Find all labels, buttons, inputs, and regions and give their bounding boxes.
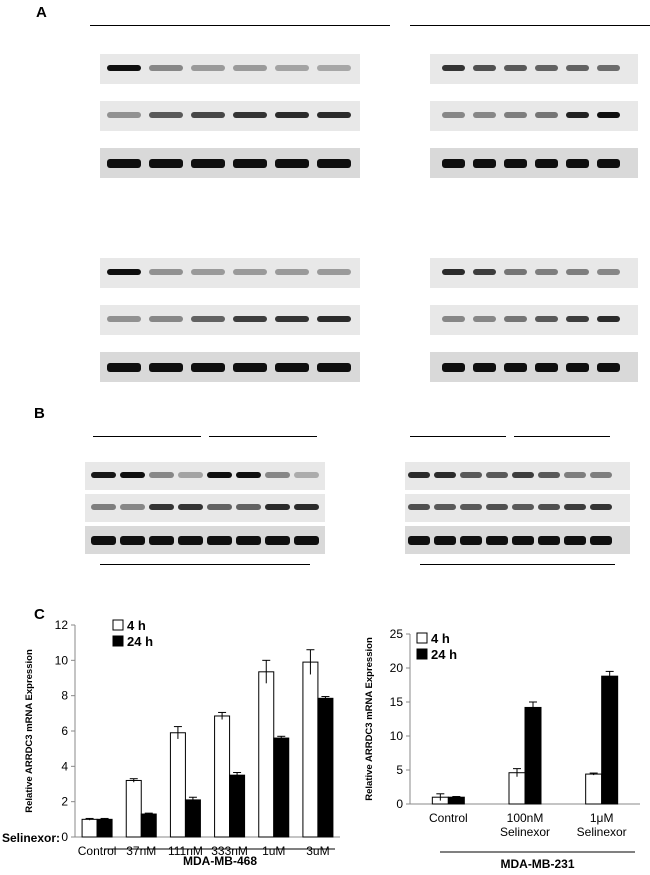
x-prefix-label: Selinexor: bbox=[2, 831, 61, 845]
band bbox=[504, 112, 527, 118]
blot-strip bbox=[100, 148, 360, 178]
band bbox=[191, 159, 225, 168]
band bbox=[207, 536, 232, 545]
band bbox=[191, 65, 225, 71]
bar bbox=[602, 676, 618, 804]
band bbox=[590, 472, 612, 478]
blot-strip bbox=[405, 494, 630, 522]
category-label: 1uM bbox=[262, 844, 286, 858]
band bbox=[442, 363, 465, 372]
band bbox=[597, 65, 620, 71]
band bbox=[107, 269, 141, 275]
blot-strip bbox=[405, 462, 630, 490]
band bbox=[107, 159, 141, 168]
band bbox=[597, 316, 620, 322]
band bbox=[107, 363, 141, 372]
blot-strip bbox=[100, 101, 360, 131]
bar bbox=[215, 716, 230, 837]
bar bbox=[318, 698, 333, 837]
blot-strip bbox=[100, 305, 360, 335]
legend-swatch bbox=[417, 633, 427, 643]
band bbox=[434, 504, 456, 510]
band bbox=[504, 316, 527, 322]
blot-strip bbox=[430, 352, 638, 382]
bar bbox=[185, 800, 200, 837]
category-label: Control bbox=[428, 811, 468, 825]
band bbox=[191, 316, 225, 322]
band bbox=[564, 536, 586, 545]
band bbox=[107, 316, 141, 322]
band bbox=[504, 65, 527, 71]
category-label: 3uM bbox=[306, 844, 330, 858]
band bbox=[535, 159, 558, 168]
panel-c-letter: C bbox=[34, 606, 45, 623]
blot-strip bbox=[85, 462, 325, 490]
bar bbox=[82, 819, 97, 837]
band bbox=[120, 472, 145, 478]
blot-strip bbox=[430, 148, 638, 178]
y-tick-label: 5 bbox=[396, 763, 403, 777]
band bbox=[566, 316, 589, 322]
panel-b-letter: B bbox=[34, 405, 45, 422]
band bbox=[597, 363, 620, 372]
band bbox=[535, 112, 558, 118]
band bbox=[236, 504, 261, 510]
band bbox=[566, 269, 589, 275]
band bbox=[442, 112, 465, 118]
blot-strip bbox=[100, 352, 360, 382]
category-label: 111nM bbox=[167, 844, 203, 858]
band bbox=[120, 536, 145, 545]
band bbox=[233, 363, 267, 372]
band bbox=[107, 65, 141, 71]
bar bbox=[259, 672, 274, 837]
band bbox=[504, 363, 527, 372]
band bbox=[504, 269, 527, 275]
band bbox=[149, 269, 183, 275]
y-tick-label: 6 bbox=[61, 724, 68, 738]
band bbox=[512, 472, 534, 478]
band bbox=[149, 112, 183, 118]
band bbox=[275, 269, 309, 275]
band bbox=[512, 536, 534, 545]
bar bbox=[586, 774, 602, 804]
band bbox=[294, 472, 319, 478]
bar bbox=[141, 814, 156, 837]
band bbox=[149, 472, 174, 478]
bar bbox=[525, 707, 541, 804]
band bbox=[107, 112, 141, 118]
band bbox=[473, 269, 496, 275]
band bbox=[538, 472, 560, 478]
band bbox=[460, 536, 482, 545]
band bbox=[265, 504, 290, 510]
band bbox=[408, 504, 430, 510]
band bbox=[233, 316, 267, 322]
y-tick-label: 15 bbox=[389, 695, 403, 709]
bar bbox=[170, 733, 185, 837]
bar bbox=[230, 775, 245, 837]
band bbox=[442, 269, 465, 275]
band bbox=[233, 65, 267, 71]
band bbox=[535, 363, 558, 372]
y-tick-label: 8 bbox=[61, 688, 68, 703]
band bbox=[564, 472, 586, 478]
band bbox=[317, 316, 351, 322]
band bbox=[275, 65, 309, 71]
category-label: 37nM bbox=[126, 844, 157, 858]
y-tick-label: 0 bbox=[61, 830, 68, 844]
band bbox=[473, 65, 496, 71]
band bbox=[597, 112, 620, 118]
group1-rule bbox=[410, 436, 506, 437]
band bbox=[91, 536, 116, 545]
band bbox=[294, 536, 319, 545]
bar bbox=[509, 773, 525, 804]
band bbox=[460, 472, 482, 478]
y-tick-label: 20 bbox=[389, 661, 403, 675]
band bbox=[442, 65, 465, 71]
category-label: 100nM bbox=[506, 811, 544, 825]
bar bbox=[126, 780, 141, 837]
cell-line-rule bbox=[420, 564, 615, 565]
band bbox=[486, 504, 508, 510]
group2-rule bbox=[514, 436, 610, 437]
band bbox=[317, 363, 351, 372]
band bbox=[149, 65, 183, 71]
band bbox=[434, 472, 456, 478]
bar bbox=[97, 819, 112, 837]
group1-rule bbox=[93, 436, 201, 437]
band bbox=[317, 112, 351, 118]
blot-strip bbox=[85, 494, 325, 522]
y-axis-label: Relative ARRDC3 mRNA Expression bbox=[364, 637, 375, 801]
band bbox=[191, 112, 225, 118]
band bbox=[590, 504, 612, 510]
blot-strip bbox=[405, 526, 630, 554]
band bbox=[178, 536, 203, 545]
band bbox=[597, 159, 620, 168]
band bbox=[265, 536, 290, 545]
band bbox=[236, 472, 261, 478]
legend-swatch bbox=[417, 649, 427, 659]
cell-line-label: MDA-MB-468 bbox=[182, 854, 258, 868]
y-tick-label: 10 bbox=[54, 653, 68, 668]
cell-line-label: MDA-MB-231 bbox=[500, 857, 575, 871]
band bbox=[317, 269, 351, 275]
band bbox=[538, 536, 560, 545]
panel-a-letter: A bbox=[36, 4, 47, 21]
band bbox=[566, 112, 589, 118]
band bbox=[434, 536, 456, 545]
category-label: Selinexor bbox=[499, 825, 551, 839]
y-tick-label: 0 bbox=[396, 797, 403, 811]
band bbox=[294, 504, 319, 510]
band bbox=[486, 536, 508, 545]
band bbox=[566, 363, 589, 372]
band bbox=[149, 159, 183, 168]
blot-strip bbox=[430, 258, 638, 288]
band bbox=[473, 316, 496, 322]
legend-label: 24 h bbox=[431, 647, 458, 662]
band bbox=[442, 316, 465, 322]
legend-label: 4 h bbox=[127, 618, 146, 633]
band bbox=[275, 316, 309, 322]
band bbox=[91, 504, 116, 510]
band bbox=[207, 504, 232, 510]
band bbox=[442, 159, 465, 168]
y-axis-label: Relative ARRDC3 mRNA Expression bbox=[24, 649, 35, 813]
y-tick-label: 12 bbox=[54, 618, 68, 632]
chart-mda-mb-468-mrna bbox=[0, 610, 340, 875]
band bbox=[178, 472, 203, 478]
band bbox=[178, 504, 203, 510]
band bbox=[233, 112, 267, 118]
band bbox=[460, 504, 482, 510]
band bbox=[597, 269, 620, 275]
blot-strip bbox=[100, 54, 360, 84]
band bbox=[566, 159, 589, 168]
blot-strip bbox=[100, 258, 360, 288]
band bbox=[564, 504, 586, 510]
chart-mda-mb-231-mrna bbox=[350, 610, 650, 875]
band bbox=[191, 363, 225, 372]
band bbox=[317, 65, 351, 71]
band bbox=[535, 65, 558, 71]
blot-strip bbox=[430, 101, 638, 131]
legend-swatch bbox=[113, 636, 123, 646]
legend-label: 4 h bbox=[431, 631, 450, 646]
band bbox=[473, 363, 496, 372]
y-tick-label: 4 bbox=[61, 759, 68, 774]
blot-strip bbox=[430, 54, 638, 84]
band bbox=[317, 159, 351, 168]
band bbox=[275, 363, 309, 372]
band bbox=[486, 472, 508, 478]
y-tick-label: 25 bbox=[389, 627, 403, 641]
band bbox=[473, 159, 496, 168]
band bbox=[233, 269, 267, 275]
band bbox=[566, 65, 589, 71]
band bbox=[207, 472, 232, 478]
category-label: 1μM bbox=[589, 811, 614, 825]
legend-swatch bbox=[113, 620, 123, 630]
blot-strip bbox=[85, 526, 325, 554]
blot-strip bbox=[430, 305, 638, 335]
band bbox=[504, 159, 527, 168]
bar bbox=[274, 738, 289, 837]
category-label: 333nM bbox=[211, 844, 248, 858]
y-tick-label: 2 bbox=[61, 794, 68, 809]
band bbox=[149, 316, 183, 322]
band bbox=[512, 504, 534, 510]
band bbox=[120, 504, 145, 510]
band bbox=[233, 159, 267, 168]
band bbox=[265, 472, 290, 478]
band bbox=[408, 536, 430, 545]
band bbox=[191, 269, 225, 275]
band bbox=[275, 112, 309, 118]
band bbox=[149, 536, 174, 545]
band bbox=[149, 504, 174, 510]
band bbox=[538, 504, 560, 510]
legend-label: 24 h bbox=[127, 634, 154, 649]
band bbox=[590, 536, 612, 545]
band bbox=[236, 536, 261, 545]
cell-line-rule bbox=[100, 564, 310, 565]
band bbox=[473, 112, 496, 118]
band bbox=[408, 472, 430, 478]
bar bbox=[448, 797, 464, 804]
title-rule bbox=[90, 25, 390, 26]
band bbox=[535, 269, 558, 275]
category-label: Control bbox=[77, 844, 117, 858]
y-tick-label: 10 bbox=[389, 729, 403, 743]
band bbox=[91, 472, 116, 478]
band bbox=[535, 316, 558, 322]
category-label: Selinexor bbox=[576, 825, 627, 839]
band bbox=[275, 159, 309, 168]
title-rule bbox=[410, 25, 650, 26]
band bbox=[149, 363, 183, 372]
bar bbox=[303, 662, 318, 837]
group2-rule bbox=[209, 436, 317, 437]
